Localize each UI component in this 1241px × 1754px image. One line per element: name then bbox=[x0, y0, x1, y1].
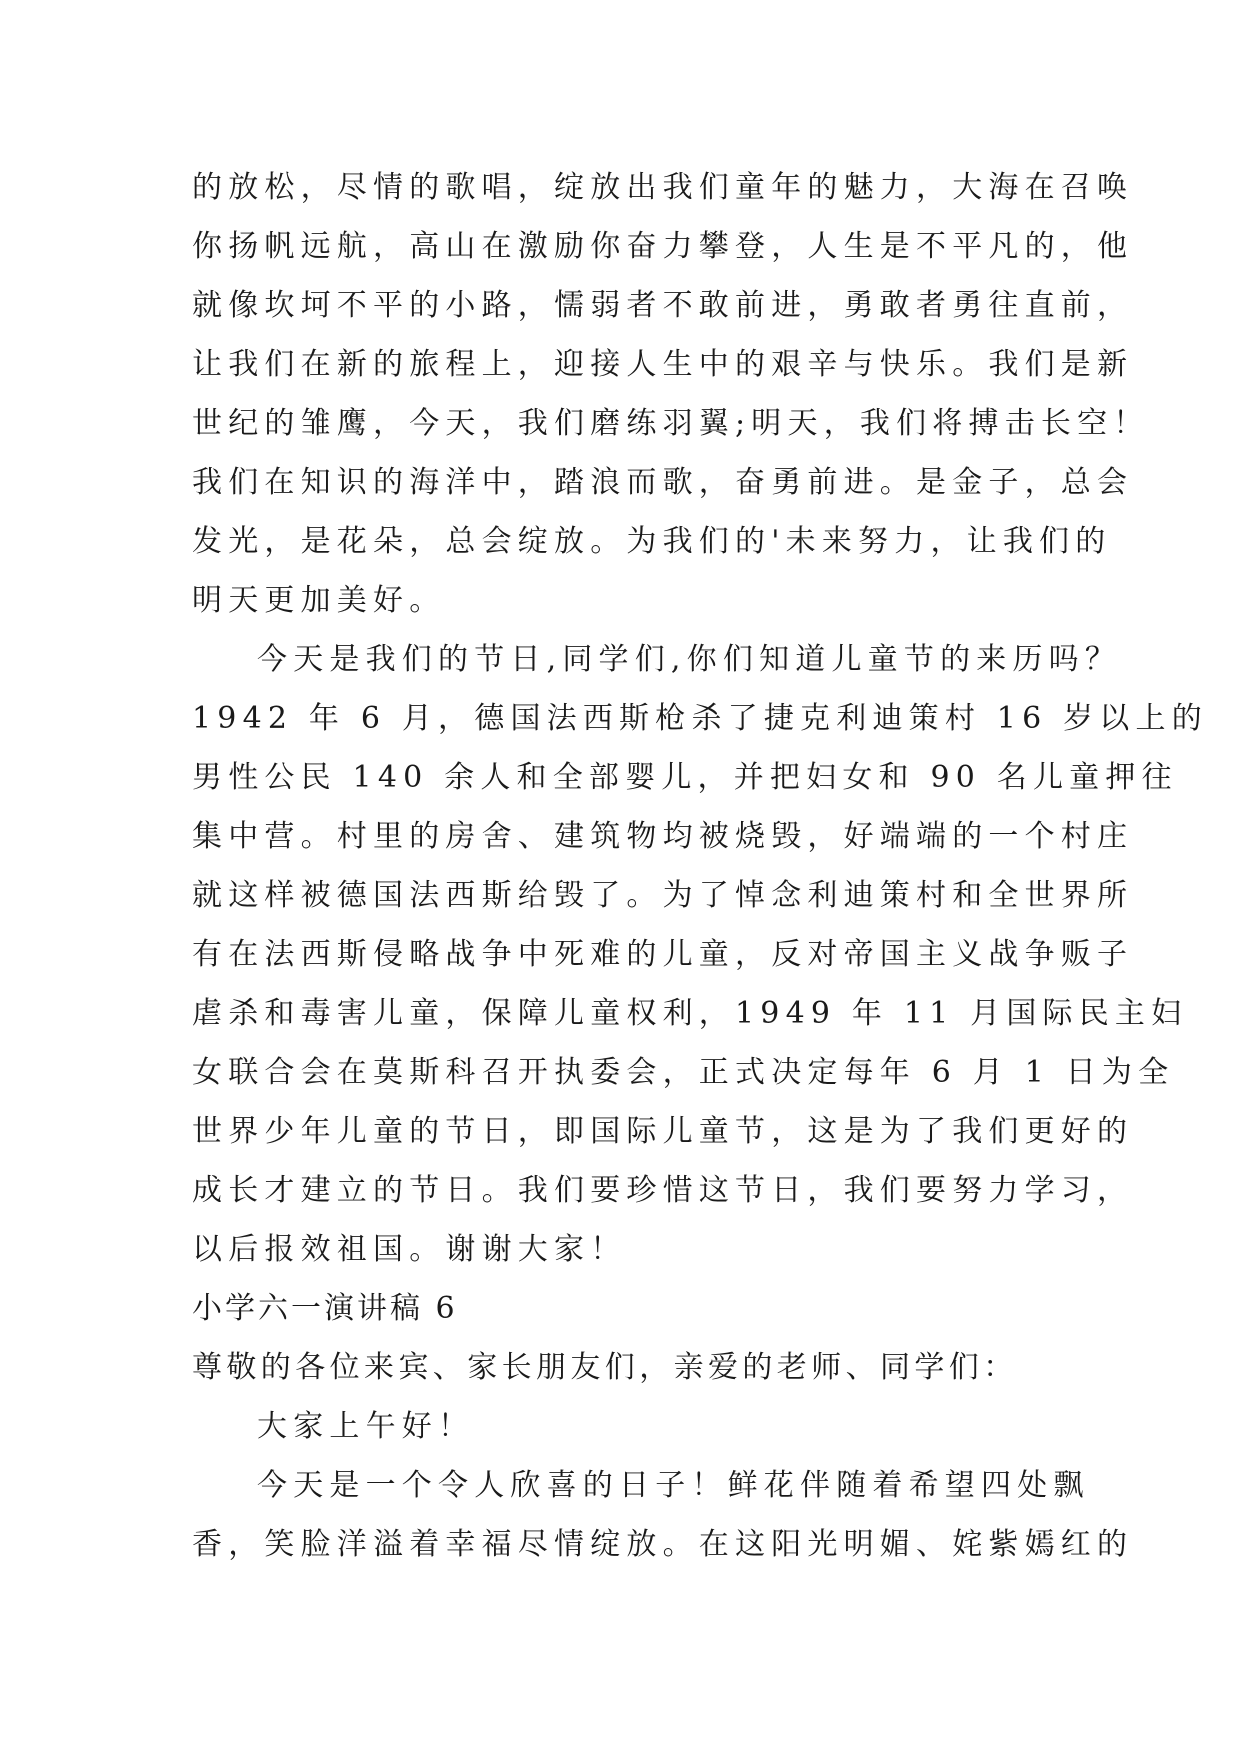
text-line: 的放松，尽情的歌唱，绽放出我们童年的魅力，大海在召唤 bbox=[192, 170, 1134, 205]
text-line: 虐杀和毒害儿童，保障儿童权利，1949 年 11 月国际民主妇 bbox=[192, 996, 1188, 1031]
text-line: 男性公民 140 余人和全部婴儿，并把妇女和 90 名儿童押往 bbox=[192, 760, 1178, 795]
text-line: 就像坎坷不平的小路，懦弱者不敢前进，勇敢者勇往直前， bbox=[192, 288, 1134, 323]
salutation-line: 尊敬的各位来宾、家长朋友们，亲爱的老师、同学们： bbox=[192, 1350, 1018, 1385]
section-heading: 小学六一演讲稿 6 bbox=[192, 1291, 458, 1326]
text-line: 你扬帆远航，高山在激励你奋力攀登，人生是不平凡的，他 bbox=[192, 229, 1134, 264]
text-line: 集中营。村里的房舍、建筑物均被烧毁，好端端的一个村庄 bbox=[192, 819, 1134, 854]
text-line: 1942 年 6 月，德国法西斯枪杀了捷克利迪策村 16 岁以上的 bbox=[192, 701, 1208, 736]
body-text bbox=[192, 158, 1208, 1574]
text-line: 有在法西斯侵略战争中死难的儿童，反对帝国主义战争贩子 bbox=[192, 937, 1134, 972]
text-line: 发光，是花朵，总会绽放。为我们的'未来努力，让我们的 bbox=[192, 524, 1112, 559]
text-line: 香，笑脸洋溢着幸福尽情绽放。在这阳光明媚、姹紫嫣红的 bbox=[192, 1527, 1134, 1562]
text-line: 明天更加美好。 bbox=[192, 583, 446, 618]
text-line: 世纪的雏鹰，今天，我们磨练羽翼;明天，我们将搏击长空！ bbox=[192, 406, 1150, 441]
text-line: 让我们在新的旅程上，迎接人生中的艰辛与快乐。我们是新 bbox=[192, 347, 1134, 382]
text-line: 以后报效祖国。谢谢大家！ bbox=[192, 1232, 627, 1267]
greeting-line: 大家上午好！ bbox=[257, 1409, 475, 1444]
text-line: 就这样被德国法西斯给毁了。为了悼念利迪策村和全世界所 bbox=[192, 878, 1134, 913]
paragraph-start-line: 今天是一个令人欣喜的日子！鲜花伴随着希望四处飘 bbox=[257, 1468, 1090, 1503]
text-line: 成长才建立的节日。我们要珍惜这节日，我们要努力学习， bbox=[192, 1173, 1134, 1208]
paragraph-start-line: 今天是我们的节日,同学们,你们知道儿童节的来历吗？ bbox=[257, 642, 1122, 677]
text-line: 女联合会在莫斯科召开执委会，正式决定每年 6 月 1 日为全 bbox=[192, 1055, 1175, 1090]
text-line: 我们在知识的海洋中，踏浪而歌，奋勇前进。是金子，总会 bbox=[192, 465, 1134, 500]
text-line: 世界少年儿童的节日，即国际儿童节，这是为了我们更好的 bbox=[192, 1114, 1134, 1149]
